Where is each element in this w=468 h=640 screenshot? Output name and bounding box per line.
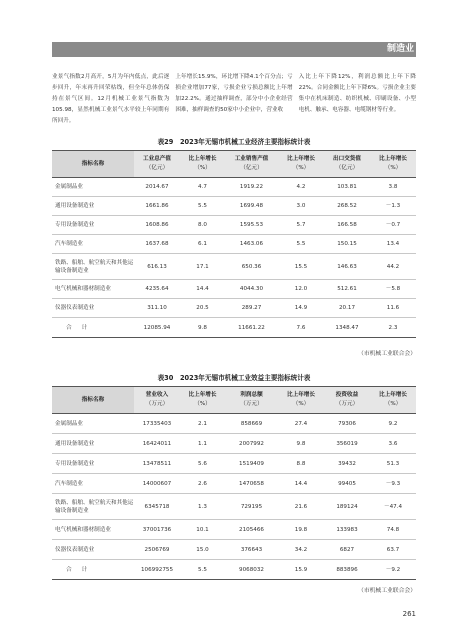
table2-header-label: 指标名称 [81, 396, 105, 403]
value-cell: 189124 [324, 494, 370, 520]
value-cell: 1637.68 [134, 235, 180, 254]
table29-body [52, 178, 416, 338]
row-name-cell: 金属制品业 [52, 414, 134, 434]
table30-efficiency-indicators [52, 386, 416, 580]
body-text-columns [52, 72, 416, 128]
value-cell: 9.8 [278, 434, 324, 454]
table29-economic-indicators [52, 150, 416, 338]
value-cell: 858669 [225, 414, 278, 434]
value-cell: 106992755 [134, 560, 180, 580]
running-header-bar [52, 42, 416, 57]
table1-header-cell [370, 151, 416, 178]
value-cell: 15.5 [278, 254, 324, 280]
value-cell: 11661.22 [225, 318, 278, 338]
table-row [52, 178, 416, 197]
value-cell: 268.52 [324, 197, 370, 216]
table2-header-label: 投资收益 [335, 392, 359, 398]
value-cell: 27.4 [278, 414, 324, 434]
table1-header-unit: （%） [384, 165, 402, 171]
table1-header-unit: （%） [194, 165, 211, 171]
row-name-cell: 电气机械和器材制造业 [52, 520, 134, 540]
value-cell: 37001736 [134, 520, 180, 540]
value-cell: 14000607 [134, 474, 180, 494]
table2-header-cell [225, 387, 278, 414]
table2-header-label: 利润总额 [240, 392, 263, 398]
row-name-cell: 汽车制造业 [52, 235, 134, 254]
table1-header-cell [134, 151, 180, 178]
table-row [52, 520, 416, 540]
value-cell: 5.5 [180, 560, 225, 580]
table2-header-unit: （%） [384, 401, 402, 407]
value-cell: 13.4 [370, 235, 416, 254]
value-cell: 9.2 [370, 414, 416, 434]
value-cell: 150.15 [324, 235, 370, 254]
value-cell: 5.5 [278, 235, 324, 254]
value-cell: 14.9 [278, 299, 324, 318]
table30-body [52, 414, 416, 580]
value-cell: 1470658 [225, 474, 278, 494]
value-cell: 8.0 [180, 216, 225, 235]
table1-header-label: 比上年增长 [287, 156, 315, 162]
page-number: 261 [402, 610, 416, 618]
table1-header-cell [52, 151, 134, 178]
table1-header-cell [324, 151, 370, 178]
table29-source: （市机械工业联合会） [358, 351, 416, 357]
table2-header-unit: （万元） [335, 401, 359, 407]
table1-header-label: 比上年增长 [188, 156, 217, 162]
table2-header-cell [370, 387, 416, 414]
value-cell: 21.6 [278, 494, 324, 520]
table29-header-row [52, 151, 416, 178]
table2-header-cell [180, 387, 225, 414]
value-cell: 9068032 [225, 560, 278, 580]
table1-header-unit: （亿元） [335, 165, 359, 171]
value-cell: 3.0 [278, 197, 324, 216]
row-name-cell: 合计 [52, 318, 134, 338]
value-cell: 9.8 [180, 318, 225, 338]
table2-header-label: 比上年增长 [287, 392, 315, 398]
table2-header-unit: （万元） [240, 401, 263, 407]
table2-header-cell [134, 387, 180, 414]
value-cell: 5.5 [180, 197, 225, 216]
table1-header-unit: （亿元） [145, 165, 169, 171]
table-row [52, 494, 416, 520]
table-row [52, 540, 416, 560]
value-cell: 7.6 [278, 318, 324, 338]
table30-caption: 表30 2023年无锡市机械工业效益主要指标统计表 [157, 374, 311, 382]
value-cell: 311.10 [134, 299, 180, 318]
value-cell: 74.8 [370, 520, 416, 540]
row-name-cell: 金属制品业 [52, 178, 134, 197]
table-row [52, 434, 416, 454]
value-cell: 39432 [324, 454, 370, 474]
table2-header-label: 营业收入 [145, 392, 169, 398]
table2-header-cell [324, 387, 370, 414]
value-cell: 133983 [324, 520, 370, 540]
value-cell: －9.2 [370, 560, 416, 580]
value-cell: 1608.86 [134, 216, 180, 235]
value-cell: 616.13 [134, 254, 180, 280]
table-row [52, 299, 416, 318]
value-cell: 79306 [324, 414, 370, 434]
value-cell: 4.2 [278, 178, 324, 197]
value-cell: 99405 [324, 474, 370, 494]
value-cell: 3.6 [370, 434, 416, 454]
table1-header-cell [278, 151, 324, 178]
value-cell: －47.4 [370, 494, 416, 520]
table1-header-label: 指标名称 [81, 160, 105, 167]
value-cell: 4.7 [180, 178, 225, 197]
row-name-cell: 汽车制造业 [52, 474, 134, 494]
row-name-cell: 通用设备制造业 [52, 197, 134, 216]
table1-header-unit: （亿元） [240, 165, 263, 171]
value-cell: 166.58 [324, 216, 370, 235]
table-row [52, 254, 416, 280]
row-name-cell: 仪器仪表制造业 [52, 299, 134, 318]
value-cell: 44.2 [370, 254, 416, 280]
value-cell: 289.27 [225, 299, 278, 318]
value-cell: 1519409 [225, 454, 278, 474]
table-row [52, 414, 416, 434]
table1-header-label: 工业总产值 [143, 156, 171, 162]
value-cell: 15.0 [180, 540, 225, 560]
value-cell: 6827 [324, 540, 370, 560]
table-row [52, 280, 416, 299]
table1-header-label: 比上年增长 [379, 156, 407, 162]
value-cell: 6345718 [134, 494, 180, 520]
table30-source: （市机械工业联合会） [358, 588, 416, 594]
value-cell: －0.7 [370, 216, 416, 235]
table1-header-unit: （%） [292, 165, 310, 171]
value-cell: 15.9 [278, 560, 324, 580]
body-text-column-3: 入比上年下降12%，利润总额比上年下降22%。合同金额比上年下降6%。亏损企业主要集中在机床制造、纺织机械、印刷设备、小型电机、触承、电容器、电缆钢材等行业。 [298, 74, 416, 113]
value-cell: 63.7 [370, 540, 416, 560]
table2-header-cell [278, 387, 324, 414]
table30-header-row [52, 387, 416, 414]
value-cell: －1.3 [370, 197, 416, 216]
value-cell: 1699.48 [225, 197, 278, 216]
table2-header-cell [52, 387, 134, 414]
value-cell: 3.8 [370, 178, 416, 197]
value-cell: 729195 [225, 494, 278, 520]
value-cell: 376643 [225, 540, 278, 560]
value-cell: 1661.86 [134, 197, 180, 216]
table-row [52, 454, 416, 474]
value-cell: 2014.67 [134, 178, 180, 197]
row-name-cell: 铁路、船舶、航空航天和其他运输设备制造业 [52, 494, 134, 520]
value-cell: 5.6 [180, 454, 225, 474]
value-cell: 17335403 [134, 414, 180, 434]
value-cell: 34.2 [278, 540, 324, 560]
value-cell: 1348.47 [324, 318, 370, 338]
value-cell: 14.4 [180, 280, 225, 299]
value-cell: 2.3 [370, 318, 416, 338]
value-cell: 1919.22 [225, 178, 278, 197]
value-cell: 19.8 [278, 520, 324, 540]
body-text-column-1: 业景气指数2月高开，5月为年内低点，此后逐步回升，年末再升回荣枯线，但全年总体仍保持在景气区间。12月机械工业景气指数为105.98，显然机械工业景气水平较上年同期有所回升。 [52, 74, 170, 124]
value-cell: 1595.53 [225, 216, 278, 235]
row-name-cell: 专用设备制造业 [52, 454, 134, 474]
table2-header-label: 比上年增长 [379, 392, 407, 398]
value-cell: 2506769 [134, 540, 180, 560]
table-row [52, 216, 416, 235]
value-cell: 146.63 [324, 254, 370, 280]
value-cell: 6.1 [180, 235, 225, 254]
value-cell: －5.8 [370, 280, 416, 299]
value-cell: 883896 [324, 560, 370, 580]
value-cell: 4235.64 [134, 280, 180, 299]
table2-header-unit: （万元） [145, 401, 169, 407]
table-row [52, 474, 416, 494]
body-text-column-2: 上年增长15.9%，环比增下降4.1个百分点；亏损企业增加77家，亏损企业亏损总额比上年增加22.2%。通过抽样调查，部分中小企业经营困难，抽样调查的50家中小企业中，营业收 [175, 74, 293, 113]
value-cell: 650.36 [225, 254, 278, 280]
table2-header-label: 比上年增长 [188, 392, 217, 398]
value-cell: 2007992 [225, 434, 278, 454]
value-cell: 8.8 [278, 454, 324, 474]
value-cell: 20.17 [324, 299, 370, 318]
row-name-cell: 合计 [52, 560, 134, 580]
table-row [52, 235, 416, 254]
table1-header-label: 工业销售产值 [234, 156, 269, 162]
table2-header-unit: （%） [292, 401, 310, 407]
value-cell: 51.3 [370, 454, 416, 474]
table2-header-unit: （%） [194, 401, 211, 407]
table1-header-cell [180, 151, 225, 178]
value-cell: 17.1 [180, 254, 225, 280]
value-cell: 2.1 [180, 414, 225, 434]
value-cell: 16424011 [134, 434, 180, 454]
value-cell: 2105466 [225, 520, 278, 540]
value-cell: 20.5 [180, 299, 225, 318]
value-cell: 1.1 [180, 434, 225, 454]
value-cell: 1463.06 [225, 235, 278, 254]
value-cell: 14.4 [278, 474, 324, 494]
value-cell: 10.1 [180, 520, 225, 540]
table2-total-row [52, 560, 416, 580]
row-name-cell: 铁路、船舶、航空航天和其他运输设备制造业 [52, 254, 134, 280]
value-cell: 12.0 [278, 280, 324, 299]
table1-header-cell [225, 151, 278, 178]
table29-caption: 表29 2023年无锡市机械工业经济主要指标统计表 [157, 138, 311, 146]
table-row [52, 197, 416, 216]
value-cell: 4044.30 [225, 280, 278, 299]
value-cell: 11.6 [370, 299, 416, 318]
row-name-cell: 专用设备制造业 [52, 216, 134, 235]
table1-total-row [52, 318, 416, 338]
value-cell: 1.3 [180, 494, 225, 520]
running-header-title: 制造业 [386, 44, 414, 54]
value-cell: 356019 [324, 434, 370, 454]
value-cell: 5.7 [278, 216, 324, 235]
value-cell: 512.61 [324, 280, 370, 299]
value-cell: 2.6 [180, 474, 225, 494]
value-cell: －9.3 [370, 474, 416, 494]
row-name-cell: 仪器仪表制造业 [52, 540, 134, 560]
value-cell: 103.81 [324, 178, 370, 197]
value-cell: 13478511 [134, 454, 180, 474]
value-cell: 12085.94 [134, 318, 180, 338]
row-name-cell: 电气机械和器材制造业 [52, 280, 134, 299]
table1-header-label: 出口交货值 [333, 156, 361, 162]
row-name-cell: 通用设备制造业 [52, 434, 134, 454]
